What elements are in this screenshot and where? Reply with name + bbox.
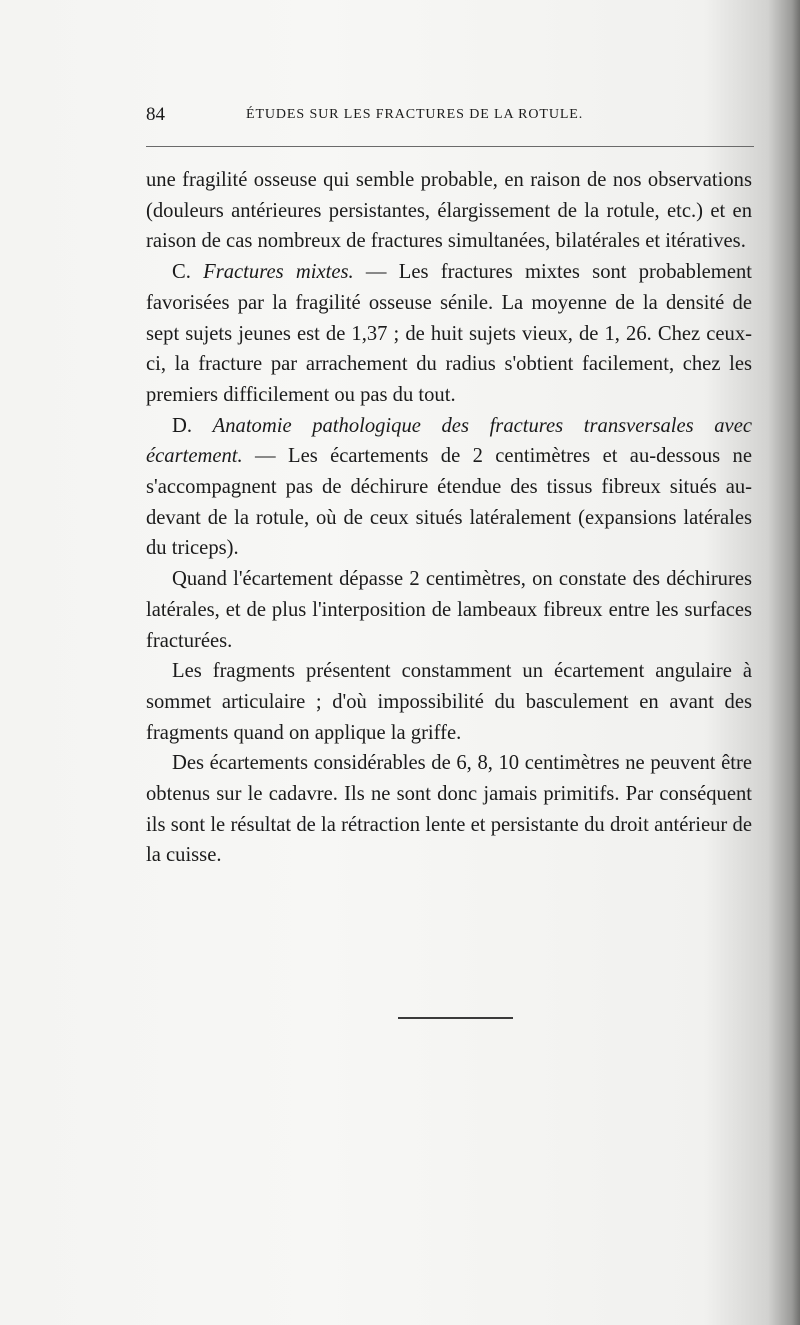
running-head: ÉTUDES SUR LES FRACTURES DE LA ROTULE.: [246, 107, 584, 122]
paragraph-2-text: — Les fractures mixtes sont probablement favorisées par la fragilité osseuse sénile. La moyenne de la densité de sept sujets jeunes est de 1,37 ; de huit sujets vieux, de 1, 26. Chez ceux-ci, la fracture par arrachement du radius s'obtient facilement, chez les premiers difficilement ou pas du tout.: [146, 261, 752, 406]
end-rule: [398, 1017, 513, 1019]
header-rule: [146, 146, 754, 147]
section-label-d: D.: [172, 414, 193, 437]
paragraph-3-text: — Les écartements de 2 centimètres et au-dessous ne s'accompagnent pas de déchirure étendue des tissus fibreux situés au-devant de la rotule, où de ceux situés latéralement (expansions latérales du triceps).: [146, 445, 752, 560]
section-title-fractures-mixtes: Fractures mixtes.: [203, 261, 354, 284]
page-header: [146, 104, 756, 128]
paragraph-5: Les fragments présentent constamment un écartement angulaire à sommet articulaire ; d'où impossibilité du basculement en avant des fragments quand on applique la griffe.: [146, 660, 752, 744]
section-label-c: C.: [172, 261, 191, 284]
body-text: [146, 165, 752, 871]
section-title-anatomie-pathologique: Anatomie pathologique des fractures transversales avec écartement.: [146, 414, 752, 468]
paragraph-2: [146, 257, 752, 411]
paragraph-3: [146, 411, 752, 565]
paragraph-4: Quand l'écartement dépasse 2 centimètres, on constate des déchirures latérales, et de plus l'interposition de lambeaux fibreux entre les surfaces fracturées.: [146, 568, 752, 652]
paragraph-1: une fragilité osseuse qui semble probable, en raison de nos observations (douleurs antérieures persistantes, élargissement de la rotule, etc.) et en raison de cas nombreux de fractures simultanées, bilatérales et itératives.: [146, 169, 752, 253]
page-number: 84: [146, 104, 165, 125]
paragraph-6: Des écartements considérables de 6, 8, 10 centimètres ne peuvent être obtenus sur le cadavre. Ils ne sont donc jamais primitifs. Par conséquent ils sont le résultat de la rétraction lente et persistante du droit antérieur de la cuisse.: [146, 752, 752, 867]
